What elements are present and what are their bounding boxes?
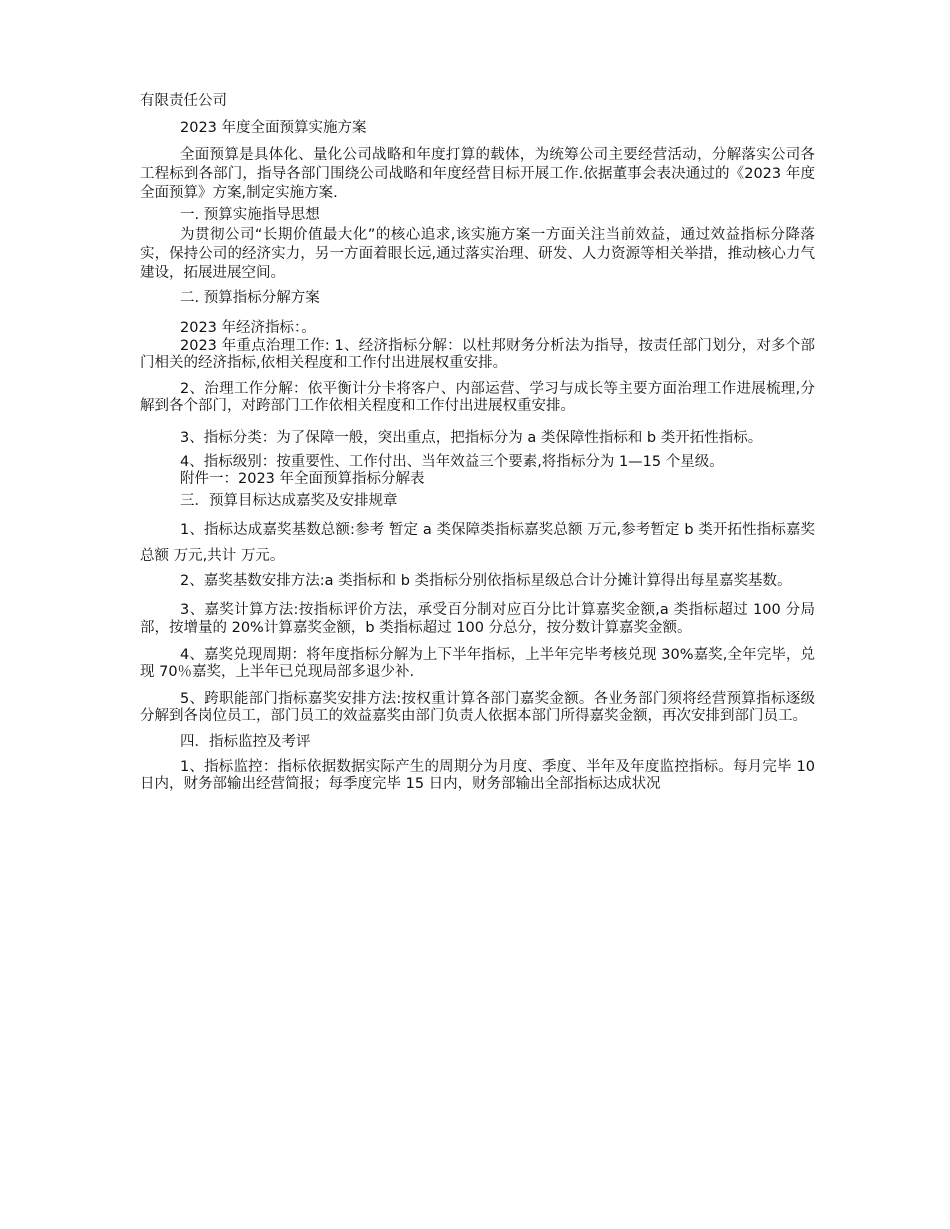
company-name: 有限责任公司 <box>140 93 227 109</box>
section-4-title: 四．指标监控及考评 <box>180 734 311 750</box>
section-1-title: 一. 预算实施指导思想 <box>180 207 320 223</box>
section-3-item-4: 4、嘉奖兑现周期：将年度指标分解为上下半年指标，上半年完毕考核兑现 30%嘉奖,全年完毕，兑现 70％嘉奖，上半年已兑现局部多退少补. <box>140 647 815 680</box>
section-2-item-3: 3、指标分类：为了保障一般，突出重点，把指标分为 a 类保障性指标和 b 类开拓性指标。 <box>180 430 763 446</box>
section-2-item-2: 2、治理工作分解：依平衡计分卡将客户、内部运营、学习与成长等主要方面治理工作进展梳理,分解到各个部门，对跨部门工作依相关程度和工作付出进展权重安排。 <box>140 381 815 414</box>
section-2-title: 二. 预算指标分解方案 <box>180 290 320 306</box>
section-3-item-5: 5、跨职能部门指标嘉奖安排方法:按权重计算各部门嘉奖金额。各业务部门须将经营预算指标逐级分解到各岗位员工，部门员工的效益嘉奖由部门负责人依据本部门所得嘉奖金额，再次安排到部门员工。 <box>140 691 815 724</box>
section-3-item-1: 1、指标达成嘉奖基数总额:参考 暂定 a 类保障类指标嘉奖总额 万元,参考暂定 b 类开拓性指标嘉奖总额 万元,共计 万元。 <box>140 522 815 564</box>
section-3-item-3: 3、嘉奖计算方法:按指标评价方法，承受百分制对应百分比计算嘉奖金额,a 类指标超过 100 分局部，按增量的 20%计算嘉奖金额，b 类指标超过 100 分总分，按分数计算嘉奖金额。 <box>140 602 815 636</box>
section-3-title: 三．预算目标达成嘉奖及安排规章 <box>180 493 398 509</box>
doc-title: 2023 年度全面预算实施方案 <box>180 120 367 136</box>
section-2-item-4: 4、指标级别：按重要性、工作付出、当年效益三个要素,将指标分为 1—15 个星级。 <box>180 454 724 470</box>
section-1-body: 为贯彻公司“长期价值最大化”的核心追求,该实施方案一方面关注当前效益，通过效益指标分降落实，保持公司的经济实力，另一方面着眼长远,通过落实治理、研发、人力资源等相关举措，推动核心力气建设，拓展进展空间。 <box>140 227 815 281</box>
intro-paragraph: 全面预算是具体化、量化公司战略和年度打算的载体，为统筹公司主要经营活动，分解落实公司各工程标到各部门，指导各部门围绕公司战略和年度经营目标开展工作.依据董事会表决通过的《2023 年度全面预算》方案,制定实施方案. <box>140 147 815 201</box>
section-3-item-2: 2、嘉奖基数安排方法:a 类指标和 b 类指标分别依指标星级总合计分摊计算得出每星嘉奖基数。 <box>180 573 792 589</box>
econ-indicators: 2023 年经济指标：。 <box>180 320 316 336</box>
section-2-item-1: 2023 年重点治理工作: 1、经济指标分解：以杜邦财务分析法为指导，按责任部门划分，对多个部门相关的经济指标,依相关程度和工作付出进展权重安排。 <box>140 338 815 371</box>
document-page <box>140 92 815 793</box>
section-4-item-1: 1、指标监控：指标依据数据实际产生的周期分为月度、季度、半年及年度监控指标。每月完毕 10 日内，财务部输出经营简报；每季度完毕 15 日内，财务部输出全部指标达成状况 <box>140 759 815 792</box>
attachment-note: 附件一：2023 年全面预算指标分解表 <box>180 471 425 487</box>
